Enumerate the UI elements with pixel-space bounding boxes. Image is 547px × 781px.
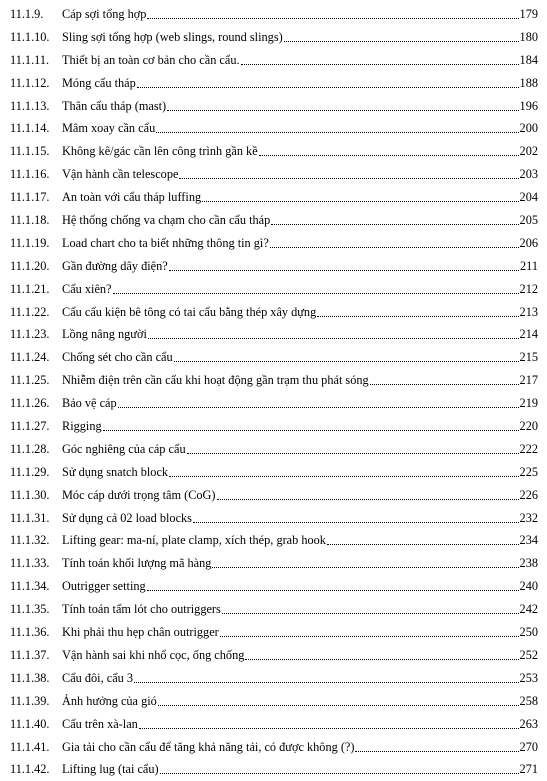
toc-entry[interactable] [0, 278, 547, 301]
toc-dot-leader [147, 590, 519, 591]
toc-entry-number: 11.1.12. [10, 75, 50, 90]
toc-entry-title: Móng cẩu tháp [62, 75, 136, 90]
toc-entry-title: Outrigger setting [62, 579, 146, 594]
toc-entry-title: Sling sợi tổng hợp (web slings, round slings) [62, 29, 283, 44]
toc-entry-title: Cẩu cấu kiện bê tông có tai cẩu bằng thép xây dựng [62, 304, 317, 319]
toc-entry-page-number: 270 [519, 739, 538, 754]
toc-entry-page-number: 226 [519, 487, 538, 502]
toc-entry[interactable] [0, 117, 547, 140]
toc-entry-number: 11.1.11. [10, 52, 50, 67]
toc-entry-page-number: 212 [519, 281, 538, 296]
toc-entry-page-number: 211 [520, 258, 538, 273]
toc-entry-number: 11.1.27. [10, 419, 50, 434]
toc-entry[interactable] [0, 507, 547, 530]
toc-entry-page-number: 271 [519, 762, 538, 777]
toc-entry-title: Vận hành cần telescope [62, 167, 179, 182]
toc-entry[interactable] [0, 392, 547, 415]
toc-entry-page-number: 240 [519, 579, 538, 594]
toc-dot-leader [118, 407, 519, 408]
toc-dot-leader [179, 178, 519, 179]
toc-entry-number: 11.1.19. [10, 235, 50, 250]
toc-entry-page-number: 206 [519, 235, 538, 250]
toc-dot-leader [134, 682, 519, 683]
toc-entry-number: 11.1.15. [10, 144, 50, 159]
toc-entry-number: 11.1.31. [10, 510, 50, 525]
toc-entry-number: 11.1.20. [10, 258, 50, 273]
toc-entry-page-number: 200 [519, 121, 538, 136]
toc-entry-page-number: 188 [519, 75, 538, 90]
toc-entry[interactable] [0, 713, 547, 736]
toc-entry-page-number: 232 [519, 510, 538, 525]
toc-entry-number: 11.1.14. [10, 121, 50, 136]
toc-dot-leader [271, 224, 519, 225]
toc-dot-leader [137, 87, 519, 88]
toc-dot-leader [241, 64, 519, 65]
toc-entry-number: 11.1.38. [10, 670, 50, 685]
toc-entry-title: An toàn với cẩu tháp luffing [62, 190, 202, 205]
toc-entry-number: 11.1.10. [10, 29, 50, 44]
toc-entry[interactable] [0, 621, 547, 644]
toc-entry-title: Chống sét cho cần cẩu [62, 350, 173, 365]
toc-entry-title: Sử dụng cả 02 load blocks [62, 510, 192, 525]
toc-dot-leader [147, 18, 519, 19]
toc-entry[interactable] [0, 186, 547, 209]
toc-entry-number: 11.1.16. [10, 167, 50, 182]
toc-entry-title: Lifting gear: ma-ní, plate clamp, xích thép, grab hook [62, 533, 326, 548]
toc-entry[interactable] [0, 667, 547, 690]
toc-entry-number: 11.1.9. [10, 7, 44, 21]
toc-entry-title: Thiết bị an toàn cơ bản cho cần cẩu. [62, 52, 240, 67]
toc-entry[interactable] [0, 255, 547, 278]
toc-dot-leader [270, 247, 519, 248]
toc-entry-title: Không kê/gác cần lên công trình gần kề [62, 144, 258, 159]
toc-entry-page-number: 179 [519, 7, 538, 21]
toc-dot-leader [355, 751, 519, 752]
toc-dot-leader [187, 453, 519, 454]
toc-entry-number: 11.1.30. [10, 487, 50, 502]
toc-entry[interactable] [0, 461, 547, 484]
toc-entry-page-number: 204 [519, 190, 538, 205]
toc-entry[interactable] [0, 140, 547, 163]
toc-dot-leader [158, 705, 519, 706]
toc-dot-leader [202, 201, 519, 202]
toc-dot-leader [327, 544, 519, 545]
toc-entry-title: Gia tải cho cần cẩu để tăng khả năng tải, có được không (?) [62, 739, 355, 754]
toc-entry[interactable] [0, 758, 547, 781]
toc-entry-page-number: 242 [519, 602, 538, 617]
toc-dot-leader [156, 132, 519, 133]
toc-entry[interactable] [0, 3, 547, 26]
toc-entry-page-number: 234 [519, 533, 538, 548]
toc-entry-page-number: 238 [519, 556, 538, 571]
toc-entry-title: Load chart cho ta biết những thông tin gì? [62, 235, 269, 250]
toc-entry[interactable] [0, 415, 547, 438]
toc-entry[interactable] [0, 26, 547, 49]
toc-entry-page-number: 215 [519, 350, 538, 365]
toc-entry-page-number: 222 [519, 441, 538, 456]
toc-entry[interactable] [0, 736, 547, 759]
toc-entry-number: 11.1.37. [10, 647, 50, 662]
toc-entry-number: 11.1.40. [10, 716, 50, 731]
toc-entry-page-number: 184 [519, 52, 538, 67]
toc-dot-leader [103, 430, 519, 431]
toc-entry-number: 11.1.18. [10, 213, 50, 228]
toc-dot-leader [139, 728, 519, 729]
toc-entry[interactable] [0, 323, 547, 346]
toc-entry-number: 11.1.17. [10, 190, 50, 205]
toc-entry[interactable] [0, 484, 547, 507]
toc-entry[interactable] [0, 301, 547, 324]
toc-entry-title: Bảo vệ cáp [62, 396, 117, 411]
toc-entry-page-number: 258 [519, 693, 538, 708]
toc-entry-number: 11.1.32. [10, 533, 50, 548]
toc-dot-leader [212, 567, 519, 568]
toc-entry-number: 11.1.26. [10, 396, 50, 411]
toc-entry-number: 11.1.23. [10, 327, 50, 342]
toc-entry-number: 11.1.24. [10, 350, 50, 365]
toc-entry-title: Cẩu trên xà-lan [62, 716, 138, 731]
toc-entry-number: 11.1.21. [10, 281, 50, 296]
toc-entry-title: Tính toán khối lượng mã hàng [62, 556, 212, 571]
toc-entry[interactable] [0, 529, 547, 552]
toc-dot-leader [259, 155, 519, 156]
toc-dot-leader [167, 110, 519, 111]
toc-entry[interactable] [0, 49, 547, 72]
toc-dot-leader [222, 613, 519, 614]
toc-entry-number: 11.1.35. [10, 602, 50, 617]
toc-entry[interactable] [0, 690, 547, 713]
toc-dot-leader [245, 659, 519, 660]
toc-entry-title: Móc cáp dưới trọng tâm (CoG) [62, 487, 216, 502]
toc-entry[interactable] [0, 598, 547, 621]
toc-entry-number: 11.1.33. [10, 556, 50, 571]
toc-entry-page-number: 180 [519, 29, 538, 44]
toc-entry-page-number: 202 [519, 144, 538, 159]
toc-entry[interactable] [0, 163, 547, 186]
toc-entry-number: 11.1.25. [10, 373, 50, 388]
toc-entry[interactable] [0, 369, 547, 392]
toc-entry-title: Cẩu đôi, cẩu 3 [62, 670, 134, 685]
toc-entry-title: Vận hành sai khi nhổ cọc, ống chống [62, 647, 245, 662]
toc-dot-leader [217, 499, 519, 500]
toc-entry-number: 11.1.28. [10, 441, 50, 456]
toc-entry[interactable] [0, 346, 547, 369]
toc-dot-leader [220, 636, 519, 637]
toc-entry[interactable] [0, 552, 547, 575]
toc-dot-leader [317, 316, 519, 317]
toc-entry[interactable] [0, 209, 547, 232]
toc-dot-leader [284, 41, 519, 42]
toc-entry-title: Lifting lug (tai cẩu) [62, 762, 159, 777]
toc-entry-title: Ảnh hưởng của gió [62, 693, 157, 708]
toc-entry-number: 11.1.41. [10, 739, 50, 754]
toc-entry[interactable] [0, 644, 547, 667]
toc-entry[interactable] [0, 72, 547, 95]
toc-entry-title: Mâm xoay cần cẩu [62, 121, 156, 136]
toc-entry-page-number: 253 [519, 670, 538, 685]
toc-entry-title: Lồng nâng người [62, 327, 147, 342]
toc-entry-page-number: 205 [519, 213, 538, 228]
toc-dot-leader [193, 522, 519, 523]
toc-entry-title: Sử dụng snatch block [62, 464, 169, 479]
toc-dot-leader [113, 293, 519, 294]
toc-entry[interactable] [0, 95, 547, 118]
toc-entry-title: Thân cẩu tháp (mast) [62, 98, 167, 113]
toc-entry-page-number: 213 [519, 304, 538, 319]
table-of-contents [0, 3, 547, 781]
toc-entry-number: 11.1.36. [10, 625, 50, 640]
toc-entry[interactable] [0, 575, 547, 598]
toc-dot-leader [370, 384, 519, 385]
toc-entry-title: Nhiễm điện trên cần cẩu khi hoạt động gần trạm thu phát sóng [62, 373, 369, 388]
toc-dot-leader [174, 361, 519, 362]
toc-entry-page-number: 214 [519, 327, 538, 342]
toc-entry-title: Cẩu xiên? [62, 281, 112, 296]
toc-entry-page-number: 250 [519, 625, 538, 640]
toc-entry-number: 11.1.34. [10, 579, 50, 594]
toc-entry-number: 11.1.22. [10, 304, 50, 319]
toc-entry-page-number: 219 [519, 396, 538, 411]
toc-entry-number: 11.1.29. [10, 464, 50, 479]
toc-dot-leader [148, 338, 519, 339]
toc-entry-title: Tính toán tấm lót cho outriggers [62, 602, 221, 617]
toc-entry-title: Cáp sợi tổng hợp [62, 7, 147, 21]
toc-entry-title: Rigging [62, 419, 102, 434]
toc-entry-number: 11.1.39. [10, 693, 50, 708]
toc-entry-page-number: 220 [519, 419, 538, 434]
toc-entry-page-number: 263 [519, 716, 538, 731]
toc-entry-page-number: 225 [519, 464, 538, 479]
toc-entry[interactable] [0, 232, 547, 255]
toc-entry-title: Gần đường dây điện? [62, 258, 168, 273]
toc-dot-leader [160, 773, 519, 774]
toc-entry-title: Góc nghiêng của cáp cẩu [62, 441, 186, 456]
toc-entry-page-number: 217 [519, 373, 538, 388]
toc-entry-page-number: 196 [519, 98, 538, 113]
toc-entry-number: 11.1.13. [10, 98, 50, 113]
toc-dot-leader [169, 270, 519, 271]
toc-entry-number: 11.1.42. [10, 762, 50, 777]
toc-dot-leader [169, 476, 519, 477]
toc-entry-page-number: 252 [519, 647, 538, 662]
toc-entry-page-number: 203 [519, 167, 538, 182]
toc-entry-title: Hệ thống chống va chạm cho cần cẩu tháp [62, 213, 271, 228]
toc-entry-title: Khi phải thu hẹp chân outrigger [62, 625, 219, 640]
toc-entry[interactable] [0, 438, 547, 461]
